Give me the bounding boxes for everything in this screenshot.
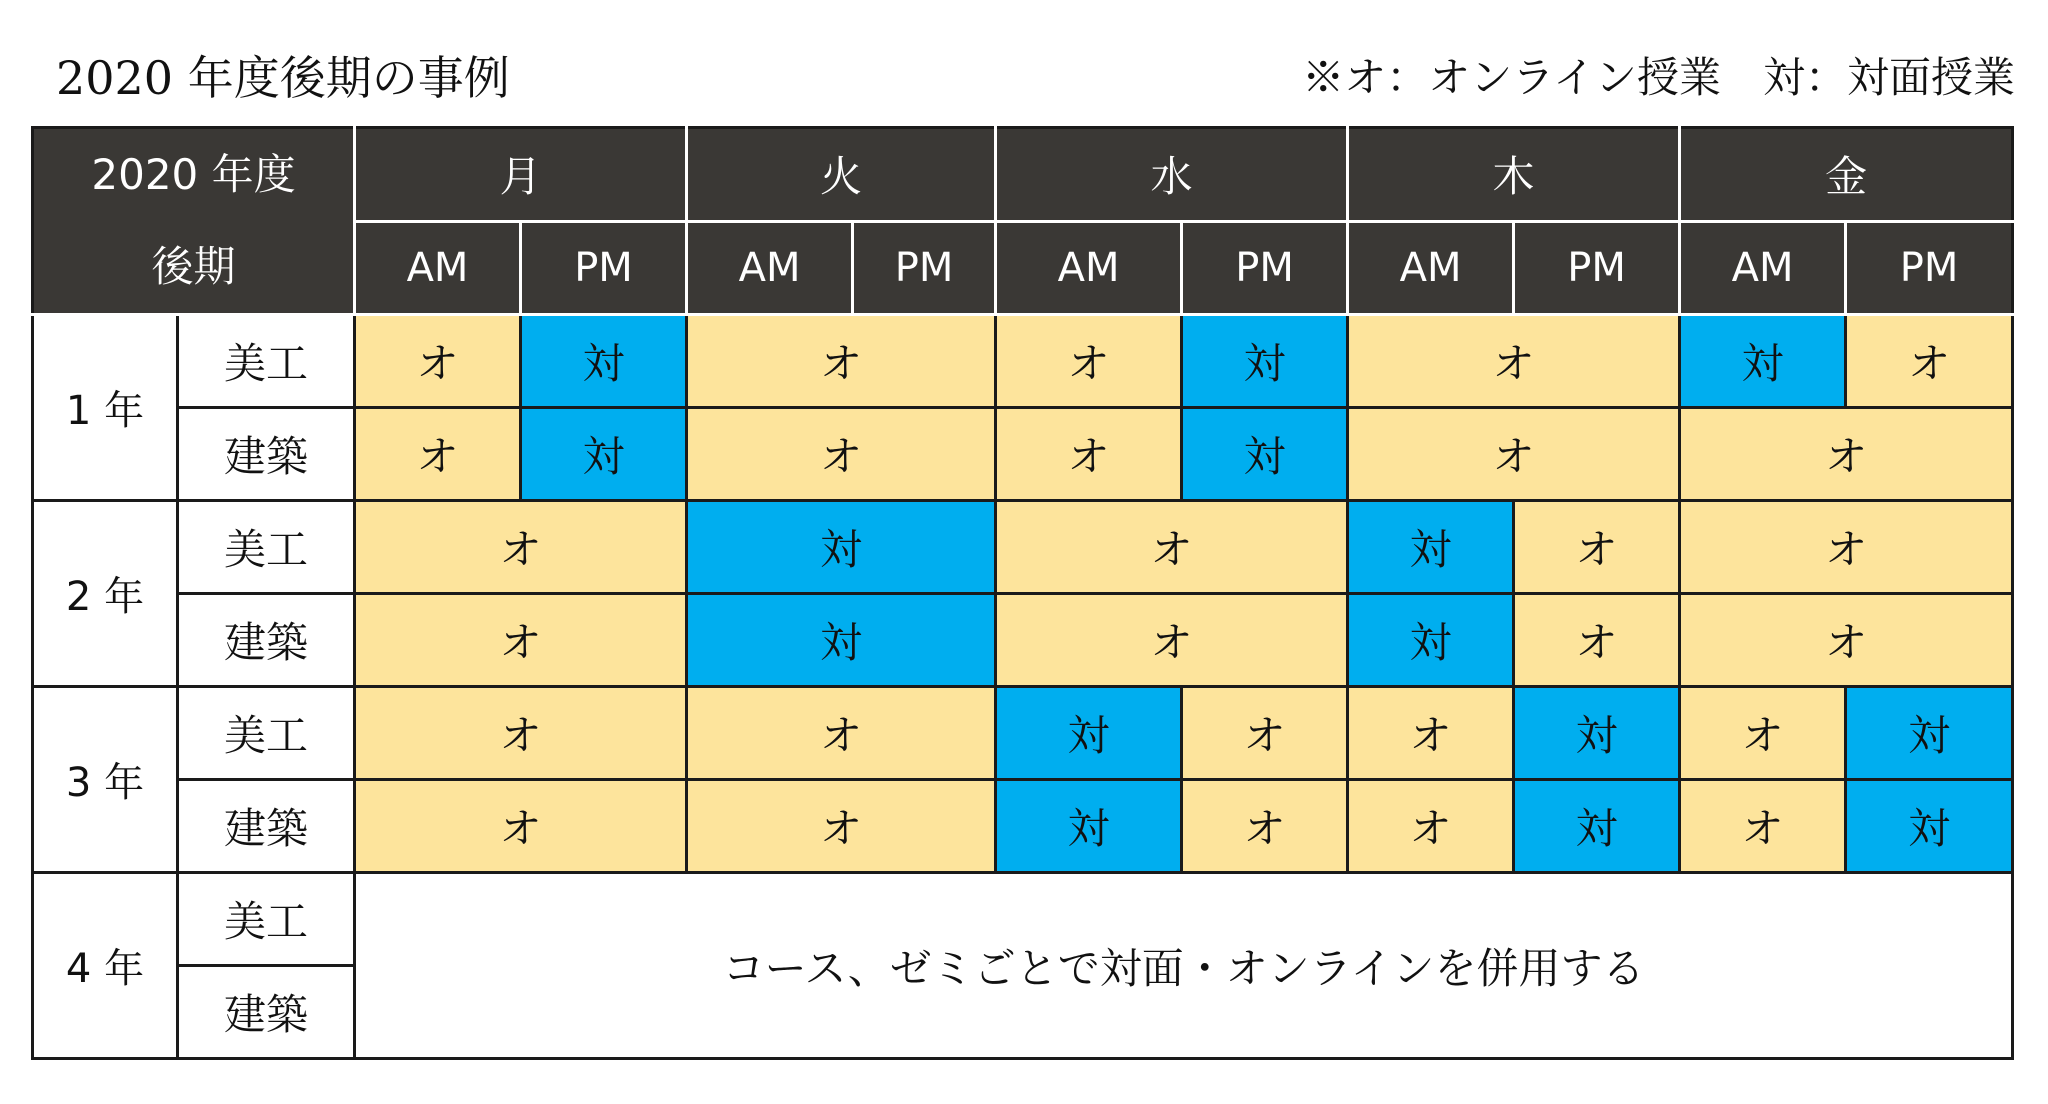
day-header-thu: 木 bbox=[1348, 128, 1680, 222]
slot-online: オ bbox=[996, 594, 1348, 687]
thu-pm-header: PM bbox=[1514, 221, 1680, 315]
slot-online: オ bbox=[687, 408, 996, 501]
mon-am-header: AM bbox=[355, 221, 521, 315]
slot-online: オ bbox=[355, 780, 687, 873]
day-header-wed: 水 bbox=[996, 128, 1348, 222]
grade-label-2: 2 年 bbox=[33, 501, 178, 687]
tue-am-header: AM bbox=[687, 221, 853, 315]
page-title: 2020 年度後期の事例 bbox=[56, 51, 510, 105]
slot-online: オ bbox=[1680, 594, 2013, 687]
header-corner-line1: 2020 年度 bbox=[91, 150, 296, 199]
slot-face-to-face: 対 bbox=[687, 594, 996, 687]
slot-online: オ bbox=[355, 408, 521, 501]
slot-face-to-face: 対 bbox=[521, 408, 687, 501]
dept-label: 美工 bbox=[178, 315, 355, 408]
slot-online: オ bbox=[1514, 501, 1680, 594]
slot-face-to-face: 対 bbox=[687, 501, 996, 594]
wed-pm-header: PM bbox=[1182, 221, 1348, 315]
slot-online: オ bbox=[355, 594, 687, 687]
slot-online: オ bbox=[687, 780, 996, 873]
day-header-tue: 火 bbox=[687, 128, 996, 222]
slot-face-to-face: 対 bbox=[1846, 780, 2013, 873]
slot-online: オ bbox=[1680, 501, 2013, 594]
table-row bbox=[33, 315, 2013, 408]
slot-online: オ bbox=[355, 501, 687, 594]
dept-label: 美工 bbox=[178, 687, 355, 780]
dept-label: 建築 bbox=[178, 780, 355, 873]
dept-label: 建築 bbox=[178, 408, 355, 501]
slot-face-to-face: 対 bbox=[1348, 501, 1514, 594]
slot-face-to-face: 対 bbox=[1846, 687, 2013, 780]
table-row bbox=[33, 687, 2013, 780]
thu-am-header: AM bbox=[1348, 221, 1514, 315]
legend-note: ※オ：オンライン授業 対：対面授業 bbox=[1302, 53, 2015, 102]
header-row-days bbox=[33, 128, 2013, 222]
slot-online: オ bbox=[996, 501, 1348, 594]
slot-face-to-face: 対 bbox=[1514, 687, 1680, 780]
slot-online: オ bbox=[1348, 780, 1514, 873]
slot-online: オ bbox=[1680, 687, 1846, 780]
slot-online: オ bbox=[1348, 315, 1680, 408]
slot-online: オ bbox=[996, 315, 1182, 408]
grade-label-3: 3 年 bbox=[33, 687, 178, 873]
table-row bbox=[33, 501, 2013, 594]
slot-face-to-face: 対 bbox=[1182, 315, 1348, 408]
table-row bbox=[33, 780, 2013, 873]
fri-am-header: AM bbox=[1680, 221, 1846, 315]
grade-label-4: 4 年 bbox=[33, 873, 178, 1059]
slot-face-to-face: 対 bbox=[1514, 780, 1680, 873]
slot-face-to-face: 対 bbox=[1182, 408, 1348, 501]
grade-label-1: 1 年 bbox=[33, 315, 178, 501]
slot-online: オ bbox=[1348, 687, 1514, 780]
slot-online: オ bbox=[996, 408, 1182, 501]
wed-am-header: AM bbox=[996, 221, 1182, 315]
tue-pm-header: PM bbox=[853, 221, 996, 315]
slot-face-to-face: 対 bbox=[1348, 594, 1514, 687]
table-row bbox=[33, 873, 2013, 966]
dept-label: 美工 bbox=[178, 501, 355, 594]
day-header-mon: 月 bbox=[355, 128, 687, 222]
slot-online: オ bbox=[1182, 780, 1348, 873]
slot-online: オ bbox=[355, 315, 521, 408]
slot-online: オ bbox=[1182, 687, 1348, 780]
header-corner bbox=[33, 128, 355, 315]
day-header-fri: 金 bbox=[1680, 128, 2013, 222]
slot-online: オ bbox=[1514, 594, 1680, 687]
slot-online: オ bbox=[687, 315, 996, 408]
dept-label: 建築 bbox=[178, 594, 355, 687]
slot-face-to-face: 対 bbox=[996, 687, 1182, 780]
slot-face-to-face: 対 bbox=[996, 780, 1182, 873]
slot-online: オ bbox=[1348, 408, 1680, 501]
dept-label: 美工 bbox=[178, 873, 355, 966]
slot-online: オ bbox=[355, 687, 687, 780]
table-row bbox=[33, 594, 2013, 687]
slot-online: オ bbox=[687, 687, 996, 780]
table-row bbox=[33, 408, 2013, 501]
mon-pm-header: PM bbox=[521, 221, 687, 315]
slot-online: オ bbox=[1680, 408, 2013, 501]
fourth-year-note: コース、ゼミごとで対面・オンラインを併用する bbox=[355, 873, 2013, 1059]
header-corner-line2: 後期 bbox=[151, 242, 236, 291]
fri-pm-header: PM bbox=[1846, 221, 2013, 315]
slot-face-to-face: 対 bbox=[1680, 315, 1846, 408]
slot-online: オ bbox=[1846, 315, 2013, 408]
slot-face-to-face: 対 bbox=[521, 315, 687, 408]
dept-label: 建築 bbox=[178, 966, 355, 1059]
slot-online: オ bbox=[1680, 780, 1846, 873]
schedule-table bbox=[31, 126, 2014, 1060]
